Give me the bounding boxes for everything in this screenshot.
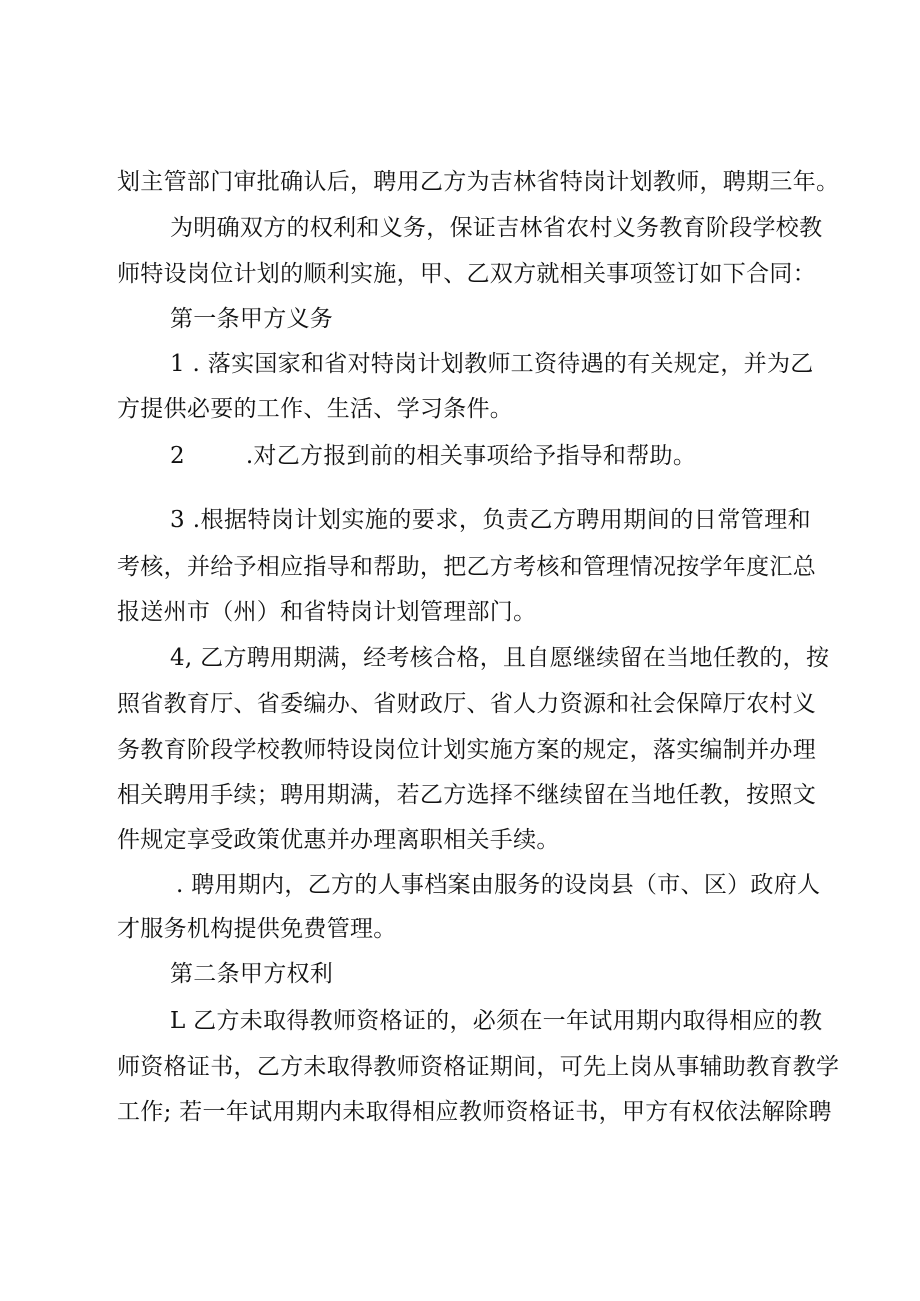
text-line: . 聘用期内，乙方的人事档案由服务的设岗县（市、区）政府人 [176,872,821,898]
text-line: 师资格证书，乙方未取得教师资格证期间，可先上岗从事辅助教育教学 [117,1054,840,1080]
text-line: 为明确双方的权利和义务，保证吉林省农村义务教育阶段学校教 [170,215,823,241]
text-line: 才服务机构提供免费管理。 [117,916,397,942]
text-line: 3 .根据特岗计划实施的要求，负责乙方聘用期间的日常管理和 [170,507,811,533]
text-line: 2 .对乙方报到前的相关事项给予指导和帮助。 [170,443,697,469]
text-line: 师特设岗位计划的顺利实施，甲、乙双方就相关事项签订如下合同： [117,261,816,287]
section-heading: 第二条甲方权利 [170,961,334,987]
text-line: 划主管部门审批确认后，聘用乙方为吉林省特岗计划教师，聘期三年。 [117,169,840,195]
text-line: 方提供必要的工作、生活、学习条件。 [117,396,514,422]
section-heading: 第一条甲方义务 [170,306,334,332]
text-line: 工作; 若一年试用期内未取得相应教师资格证书，甲方有权依法解除聘 [117,1099,832,1125]
text-line: 照省教育厅、省委编办、省财政厅、省人力资源和社会保障厅农村义 [117,691,816,717]
text-line: 4, 乙方聘用期满，经考核合格，且自愿继续留在当地任教的，按 [170,645,830,671]
text-line: 考核，并给予相应指导和帮助，把乙方考核和管理情况按学年度汇总 [117,554,816,580]
text-line: 件规定享受政策优惠并办理离职相关手续。 [117,827,560,853]
text-line: 报送州市（州）和省特岗计划管理部门。 [117,599,537,625]
text-line: 务教育阶段学校教师特设岗位计划实施方案的规定，落实编制并办理 [117,737,816,763]
text-line: L 乙方未取得教师资格证的，必须在一年试用期内取得相应的教 [170,1008,823,1034]
text-line: 1 . 落实国家和省对特岗计划教师工资待遇的有关规定，并为乙 [170,351,814,377]
text-line: 相关聘用手续；聘用期满，若乙方选择不继续留在当地任教，按照文 [117,782,816,808]
